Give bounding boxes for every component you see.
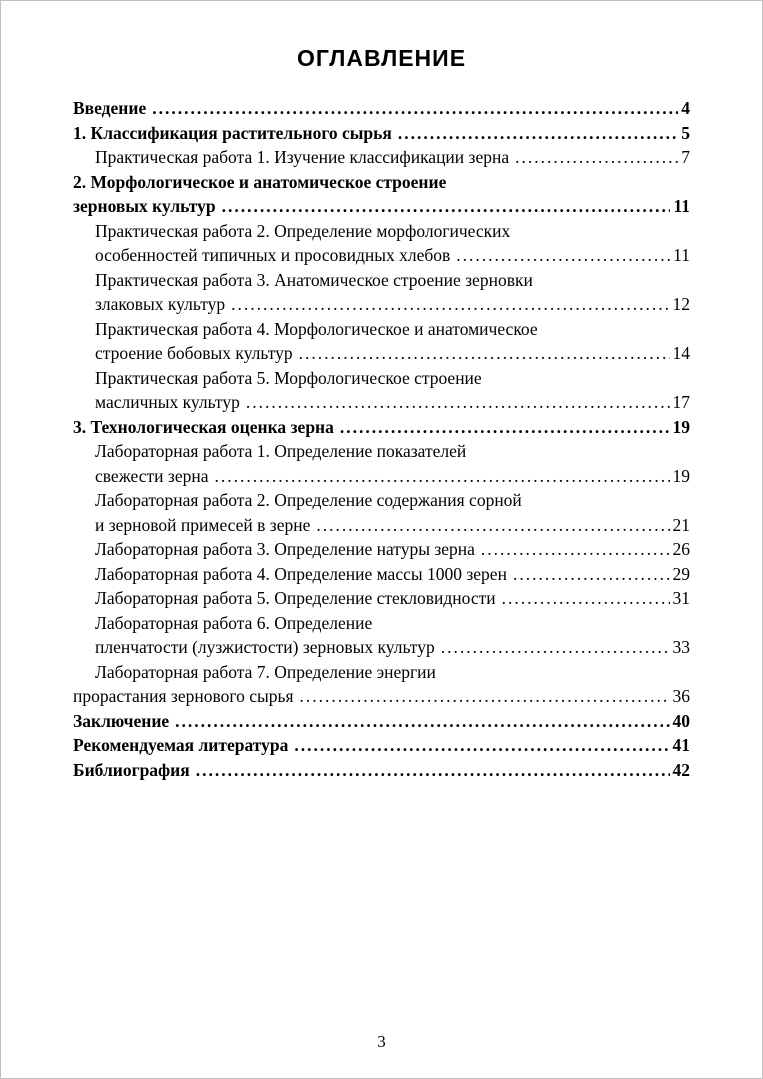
dot-leader <box>214 464 669 489</box>
toc-entry-line <box>73 537 690 562</box>
dot-leader <box>246 390 670 415</box>
toc-page-number: 11 <box>673 245 690 265</box>
toc-entry-text: Лабораторная работа 4. Определение массы 1000 зерен <box>95 563 507 584</box>
dot-leader <box>222 194 671 219</box>
toc-page-number: 4 <box>681 98 690 118</box>
toc-entry-line <box>73 194 690 219</box>
dot-leader <box>441 635 670 660</box>
toc-entry-line <box>73 684 690 709</box>
toc-entry-line <box>73 464 690 489</box>
toc-entry-text: Лабораторная работа 2. Определение содержания сорной <box>95 490 522 510</box>
toc-page-number: 29 <box>672 563 690 584</box>
toc-entry-text: Практическая работа 4. Морфологическое и анатомическое <box>95 318 538 339</box>
toc-page-number: 42 <box>672 759 690 780</box>
toc-entry-text: Лабораторная работа 3. Определение натуры зерна <box>95 539 475 559</box>
toc-list <box>73 96 690 782</box>
toc-entry-text: Лабораторная работа 6. Определение <box>95 612 373 633</box>
toc-page-number: 14 <box>672 343 690 363</box>
toc-page-number: 19 <box>672 416 690 437</box>
toc-entry-text: Лабораторная работа 5. Определение стекловидности <box>95 588 496 608</box>
toc-entry-line <box>73 268 690 293</box>
toc-entry-line <box>73 317 690 342</box>
toc-entry-text: злаковых культур <box>95 294 226 314</box>
toc-entry-text: 1. Классификация растительного сырья <box>73 122 392 143</box>
toc-entry-text: Практическая работа 5. Морфологическое строение <box>95 367 482 388</box>
toc-entry-line <box>73 758 690 783</box>
toc-entry-text: прорастания зернового сырья <box>73 686 294 706</box>
toc-entry-text: особенностей типичных и просовидных хлебов <box>95 245 451 265</box>
dot-leader <box>175 709 669 734</box>
toc-page-number: 12 <box>672 294 690 314</box>
toc-entry-line <box>73 96 690 121</box>
toc-page-number: 19 <box>672 465 690 486</box>
page-title: ОГЛАВЛЕНИЕ <box>296 45 467 71</box>
toc-entry-text: и зерновой примесей в зерне <box>95 514 311 535</box>
toc-entry-line <box>73 660 690 685</box>
dot-leader <box>515 145 678 170</box>
toc-page-number: 36 <box>672 686 690 706</box>
dot-leader <box>300 684 670 709</box>
toc-entry-line <box>73 586 690 611</box>
toc-entry-line <box>73 635 690 660</box>
toc-page-number: 40 <box>672 710 690 731</box>
toc-entry-line <box>73 733 690 758</box>
dot-leader <box>513 562 670 587</box>
toc-page-number: 17 <box>672 392 690 412</box>
toc-entry-line <box>73 341 690 366</box>
dot-leader <box>340 415 670 440</box>
toc-page-number: 41 <box>672 735 690 755</box>
dot-leader <box>152 96 678 121</box>
toc-page-number: 31 <box>672 588 690 608</box>
toc-entry-text: масличных культур <box>95 392 240 412</box>
toc-entry-text: Библиография <box>73 759 190 780</box>
toc-entry-line <box>73 513 690 538</box>
toc-entry-text: Практическая работа 1. Изучение классификации зерна <box>95 147 510 167</box>
toc-entry-text: зерновых культур <box>73 196 216 216</box>
dot-leader <box>502 586 670 611</box>
toc-entry-text: 2. Морфологическое и анатомическое строение <box>73 171 447 192</box>
page-number: 3 <box>377 1032 386 1051</box>
toc-entry-text: Введение <box>73 98 147 118</box>
dot-leader <box>481 537 670 562</box>
toc-entry-text: Практическая работа 2. Определение морфологических <box>95 220 511 241</box>
toc-entry-text: Лабораторная работа 1. Определение показателей <box>95 441 467 461</box>
toc-entry-text: пленчатости (лузжистости) зерновых культур <box>95 637 435 657</box>
toc-page-number: 21 <box>672 514 690 535</box>
toc-entry-line <box>73 292 690 317</box>
dot-leader <box>299 341 670 366</box>
toc-page-number: 26 <box>672 539 690 559</box>
toc-entry-line <box>73 390 690 415</box>
toc-page-number: 33 <box>672 637 690 657</box>
dot-leader <box>294 733 669 758</box>
toc-entry-line <box>73 415 690 440</box>
dot-leader <box>398 121 678 146</box>
toc-entry-text: свежести зерна <box>95 465 209 486</box>
page-content <box>1 1 762 782</box>
dot-leader <box>231 292 669 317</box>
toc-entry-line <box>73 709 690 734</box>
toc-entry-line <box>73 611 690 636</box>
toc-entry-line <box>73 121 690 146</box>
toc-page-number: 7 <box>681 147 690 167</box>
toc-entry-line <box>73 243 690 268</box>
toc-entry-line <box>73 488 690 513</box>
toc-entry-text: Заключение <box>73 710 170 731</box>
toc-entry-line <box>73 170 690 195</box>
toc-entry-line <box>73 219 690 244</box>
toc-page-number: 11 <box>673 196 690 216</box>
dot-leader <box>196 758 670 783</box>
toc-entry-line <box>73 439 690 464</box>
toc-entry-text: 3. Технологическая оценка зерна <box>73 416 334 437</box>
toc-page-number: 5 <box>681 122 690 143</box>
toc-entry-text: строение бобовых культур <box>95 343 293 363</box>
toc-entry-text: Рекомендуемая литература <box>73 735 289 755</box>
toc-entry-line <box>73 366 690 391</box>
dot-leader <box>316 513 669 538</box>
dot-leader <box>456 243 670 268</box>
toc-entry-line <box>73 145 690 170</box>
toc-entry-line <box>73 562 690 587</box>
toc-entry-text: Практическая работа 3. Анатомическое строение зерновки <box>95 269 533 290</box>
toc-entry-text: Лабораторная работа 7. Определение энергии <box>95 661 436 682</box>
